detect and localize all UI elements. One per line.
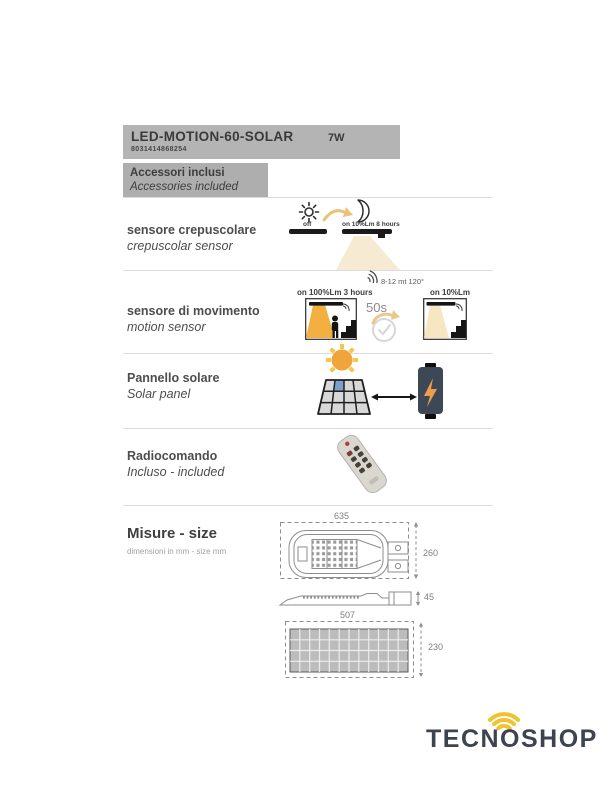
divider xyxy=(123,428,493,429)
solar-panel-icon xyxy=(318,380,370,414)
row-remote-title xyxy=(127,448,224,480)
lamp-side-view-drawing xyxy=(277,585,422,611)
motion-scene-active xyxy=(305,298,357,340)
divider xyxy=(123,270,493,271)
panel-drawing xyxy=(280,616,428,682)
dim-length-label: 635 xyxy=(331,511,352,521)
row-title-it: Pannello solare xyxy=(127,371,220,385)
signal-waves-icon xyxy=(364,269,382,283)
divider xyxy=(123,505,493,506)
dim-height-label: 45 xyxy=(421,592,437,602)
row-title-it: sensore di movimento xyxy=(127,304,260,318)
accessories-box xyxy=(123,163,268,197)
remote-control-icon xyxy=(323,432,401,496)
row-title-en: Solar panel xyxy=(127,387,191,401)
size-section-title: Misure - size xyxy=(127,525,218,542)
street-lamp-icon xyxy=(289,229,327,234)
logo-text: TECNOSHOP xyxy=(426,725,598,753)
dim-power-label: on 10%Lm xyxy=(430,288,471,297)
lamp-top-view-drawing xyxy=(276,516,422,582)
double-arrow-icon xyxy=(371,394,417,401)
brand-logo xyxy=(426,701,601,756)
sun-core xyxy=(332,350,353,371)
row-crepuscolar-title xyxy=(127,222,256,254)
power-rating: 7W xyxy=(328,132,345,144)
row-title-it: Radiocomando xyxy=(127,449,218,463)
dim-width-label: 260 xyxy=(420,548,441,558)
battery-icon xyxy=(418,363,443,419)
row-motion-title xyxy=(127,303,260,335)
divider xyxy=(123,197,493,198)
solar-charging-diagram xyxy=(314,342,449,420)
row-solar-title xyxy=(127,370,219,402)
full-power-label: on 100%Lm 3 hours xyxy=(297,288,373,297)
row-title-en: motion sensor xyxy=(127,320,206,334)
range-label: 8-12 mt 120° xyxy=(381,277,425,286)
off-label: off xyxy=(303,221,312,228)
accessories-title-en: Accessories included xyxy=(130,181,239,193)
on-label: on 10%Lm 8 hours xyxy=(342,221,400,228)
clock-icon xyxy=(368,308,402,344)
panel-width-label: 230 xyxy=(425,642,446,652)
motion-scene-dim xyxy=(423,298,467,340)
light-beam xyxy=(332,236,402,270)
row-title-it: sensore crepuscolare xyxy=(127,223,257,237)
accessories-title-it: Accessori inclusi xyxy=(130,167,225,179)
product-code: 8031414868254 xyxy=(131,146,187,153)
row-title-en: Incluso - included xyxy=(127,465,225,479)
product-header xyxy=(123,125,400,159)
panel-length-label: 507 xyxy=(337,610,358,620)
timer-label: 50s xyxy=(366,300,387,315)
product-model: LED-MOTION-60-SOLAR xyxy=(131,129,294,144)
row-title-en: crepuscolar sensor xyxy=(127,239,233,253)
size-section-subtitle: dimensioni in mm - size mm xyxy=(127,547,227,556)
